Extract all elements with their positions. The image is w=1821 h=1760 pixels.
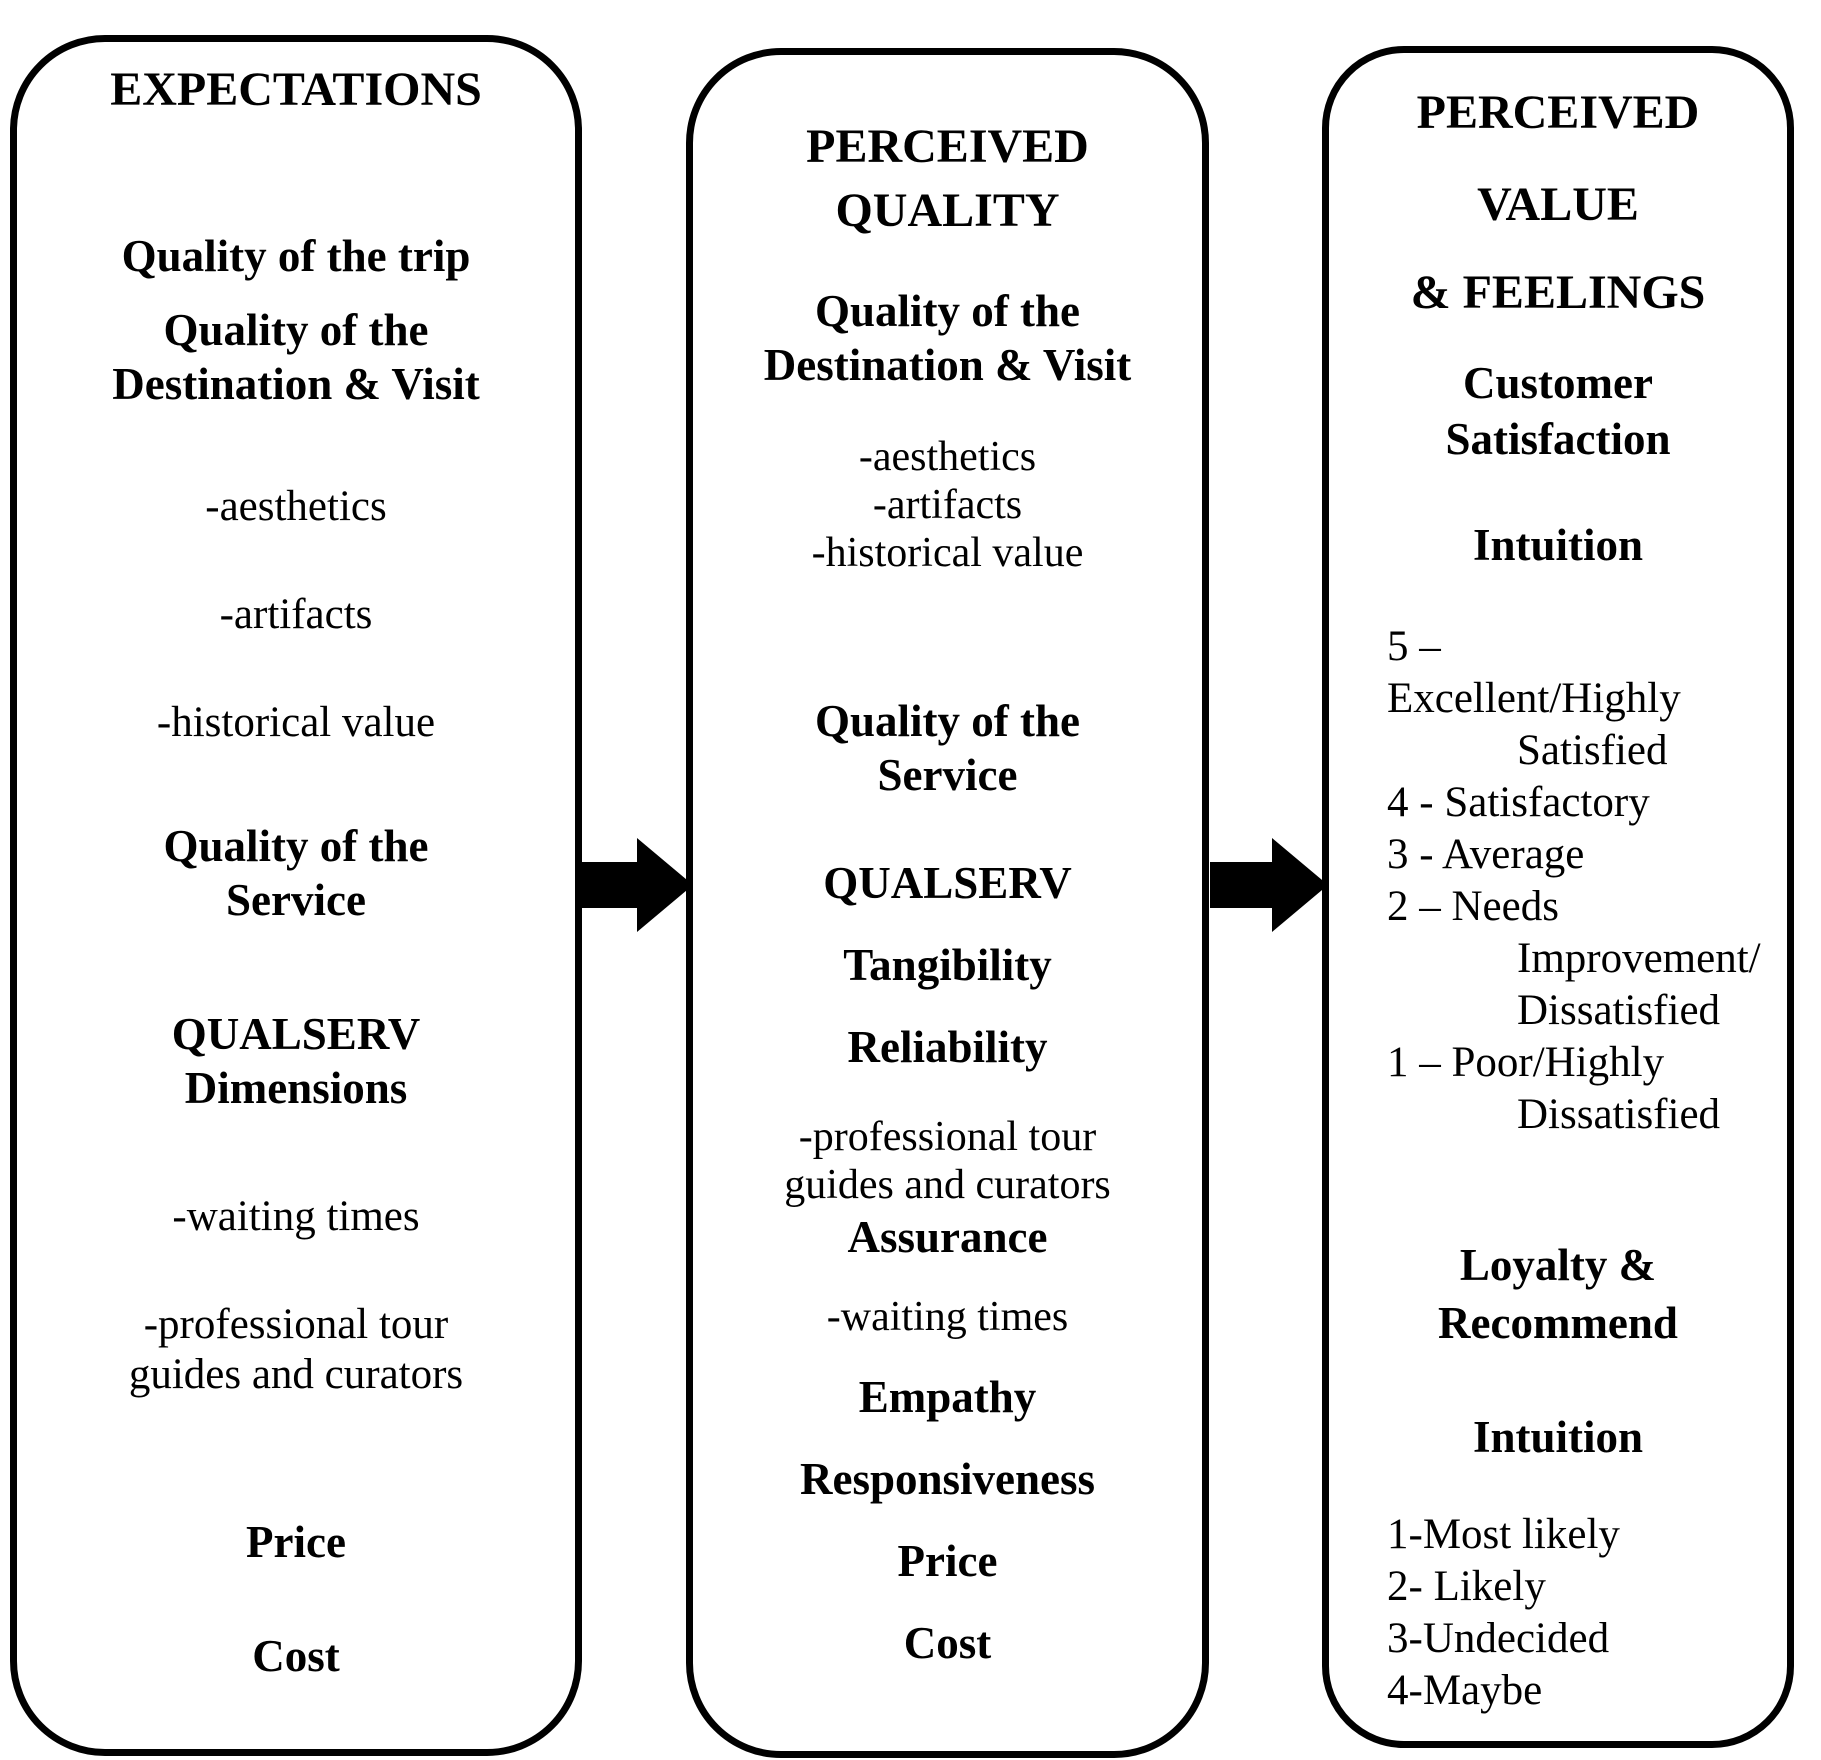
box-text-line: -aesthetics xyxy=(205,483,387,530)
box-text-line: guides and curators xyxy=(784,1162,1111,1208)
box-text-line: Recommend xyxy=(1438,1298,1678,1348)
box-text-line: Cost xyxy=(252,1631,340,1681)
box-text-line: 1-Most likely xyxy=(1387,1511,1620,1558)
box-text-line: Quality of the xyxy=(815,286,1080,336)
box-text-line: VALUE xyxy=(1477,178,1639,231)
box-text-line: Destination & Visit xyxy=(763,340,1132,390)
box-text-line: Empathy xyxy=(858,1372,1037,1422)
box-text-line: & FEELINGS xyxy=(1410,266,1706,319)
box-text-line: Satisfied xyxy=(1517,727,1668,774)
flow-arrow-icon xyxy=(575,838,695,932)
box-text-line: 3-Undecided xyxy=(1387,1615,1610,1662)
box-text-line: -artifacts xyxy=(872,482,1023,528)
box-text-line: Quality of the xyxy=(163,305,429,355)
box-text-line: Improvement/ xyxy=(1517,935,1761,982)
box-text-line: 4-Maybe xyxy=(1387,1667,1543,1714)
box-text-line: PERCEIVED xyxy=(806,120,1089,173)
box-text-line: -waiting times xyxy=(826,1294,1069,1340)
box-text-line: Dissatisfied xyxy=(1517,1091,1721,1138)
box-text-line: -artifacts xyxy=(219,591,373,638)
box-text-line: Dissatisfied xyxy=(1517,987,1721,1034)
box-text-line: EXPECTATIONS xyxy=(110,63,482,116)
box-text-line: Quality of the xyxy=(815,696,1080,746)
box-text-line: 2- Likely xyxy=(1387,1563,1546,1610)
perceived-quality-box xyxy=(686,48,1209,1758)
box-text-line: Intuition xyxy=(1472,1412,1644,1462)
box-text-line: PERCEIVED xyxy=(1416,86,1700,139)
box-text-line: Customer xyxy=(1463,358,1653,408)
flow-arrow-icon xyxy=(1210,838,1330,932)
box-text-line: -historical value xyxy=(811,530,1084,576)
box-text-line: Responsiveness xyxy=(799,1454,1096,1504)
box-text-line: Loyalty & xyxy=(1459,1240,1657,1290)
box-text-line: 5 – xyxy=(1387,623,1441,670)
box-text-line: Assurance xyxy=(847,1212,1048,1262)
box-text-line: Excellent/Highly xyxy=(1387,675,1681,722)
box-text-line: Cost xyxy=(903,1618,992,1668)
box-text-line: Service xyxy=(226,875,366,925)
box-text-line: Price xyxy=(897,1536,998,1586)
box-text-line: guides and curators xyxy=(128,1351,464,1398)
box-text-line: Quality of the trip xyxy=(121,231,471,281)
box-text-line: Price xyxy=(246,1517,346,1567)
box-text-line: QUALSERV xyxy=(171,1009,421,1059)
box-text-line: QUALSERV xyxy=(823,858,1072,908)
box-text-line: -aesthetics xyxy=(858,434,1037,480)
box-text-line: Quality of the xyxy=(163,821,429,871)
box-text-line: Tangibility xyxy=(843,940,1052,990)
box-text-line: Satisfaction xyxy=(1445,414,1671,464)
box-text-line: 4 - Satisfactory xyxy=(1387,779,1650,826)
box-text-line: Service xyxy=(877,750,1018,800)
box-text-line: Intuition xyxy=(1472,520,1644,570)
box-text-line: -professional tour xyxy=(798,1114,1097,1160)
expectations-box xyxy=(10,35,582,1756)
box-text-line: Reliability xyxy=(847,1022,1048,1072)
box-text-line: 1 – Poor/Highly xyxy=(1387,1039,1665,1086)
box-text-line: -professional tour xyxy=(143,1301,449,1348)
box-text-line: QUALITY xyxy=(835,184,1060,237)
perceived-value-box xyxy=(1322,46,1794,1748)
box-text-line: 2 – Needs xyxy=(1387,883,1559,930)
box-text-line: 3 - Average xyxy=(1387,831,1585,878)
box-text-line: Dimensions xyxy=(184,1063,408,1113)
box-text-line: -historical value xyxy=(156,699,436,746)
box-text-line: -waiting times xyxy=(172,1193,420,1240)
box-text-line: Destination & Visit xyxy=(112,359,480,409)
